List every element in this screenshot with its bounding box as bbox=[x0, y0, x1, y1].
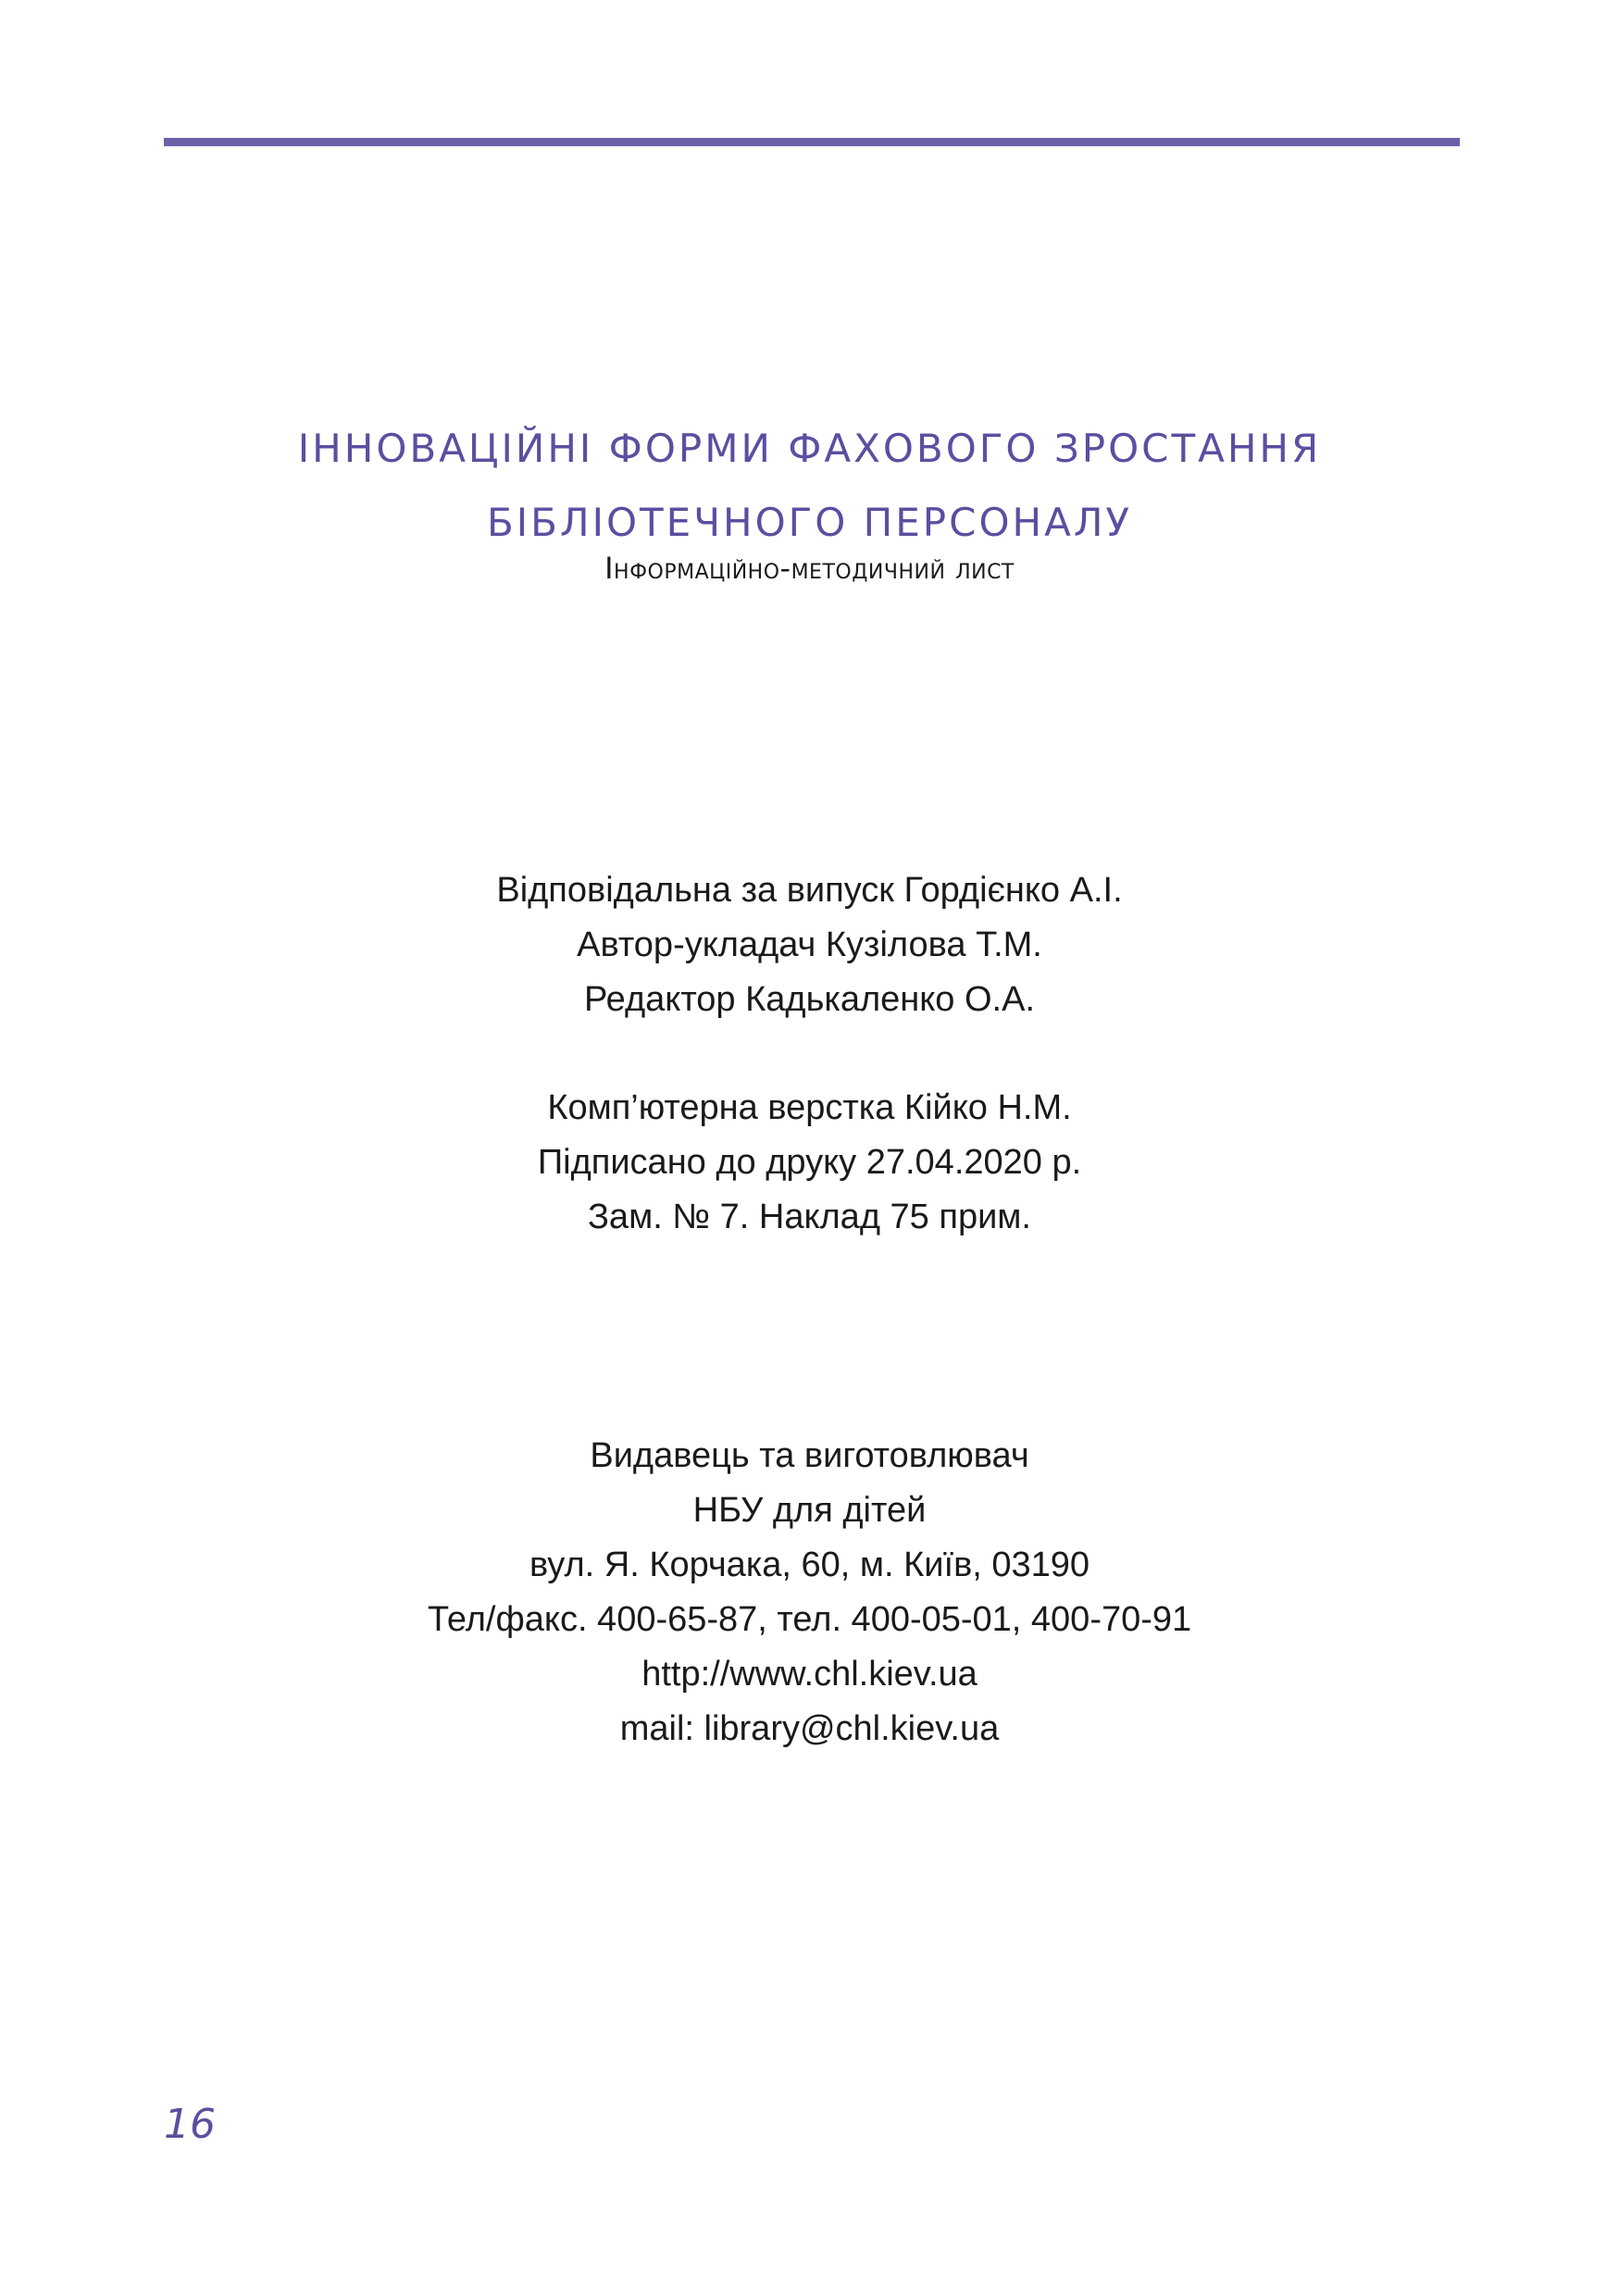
signed-to-print-line: Підписано до друку 27.04.2020 р. bbox=[537, 1143, 1082, 1182]
credits-block bbox=[0, 863, 1619, 1027]
print-info-block bbox=[0, 1081, 1619, 1245]
page-number: 16 bbox=[164, 2101, 216, 2148]
publisher-phones: Тел/факс. 400-65-87, тел. 400-05-01, 400-70-91 bbox=[427, 1600, 1192, 1639]
publisher-name: НБУ для дітей bbox=[692, 1491, 927, 1530]
editor-line: Редактор Кадькаленко О.А. bbox=[583, 980, 1036, 1019]
order-circulation-line: Зам. № 7. Наклад 75 прим. bbox=[587, 1198, 1031, 1236]
author-compiler-line: Автор-укладач Кузілова Т.М. bbox=[577, 925, 1042, 964]
document-title-line-1: ІННОВАЦІЙНІ ФОРМИ ФАХОВОГО ЗРОСТАННЯ bbox=[297, 426, 1322, 471]
layout-line: Комп’ютерна верстка Кійко Н.М. bbox=[547, 1088, 1072, 1127]
publisher-block bbox=[0, 1429, 1619, 1756]
publisher-website: http://www.chl.kiev.ua bbox=[641, 1655, 978, 1694]
top-divider bbox=[164, 138, 1460, 146]
document-subtitle: Інформаційно-методичний лист bbox=[604, 551, 1015, 586]
publisher-address: вул. Я. Корчака, 60, м. Київ, 03190 bbox=[529, 1545, 1090, 1584]
publisher-heading: Видавець та виготовлювач bbox=[590, 1436, 1029, 1475]
publisher-email: mail: library@chl.kiev.ua bbox=[619, 1709, 1000, 1748]
document-title-line-2: БІБЛІОТЕЧНОГО ПЕРСОНАЛУ bbox=[486, 500, 1132, 545]
responsible-editor-line: Відповідальна за випуск Гордієнко А.І. bbox=[496, 871, 1123, 910]
